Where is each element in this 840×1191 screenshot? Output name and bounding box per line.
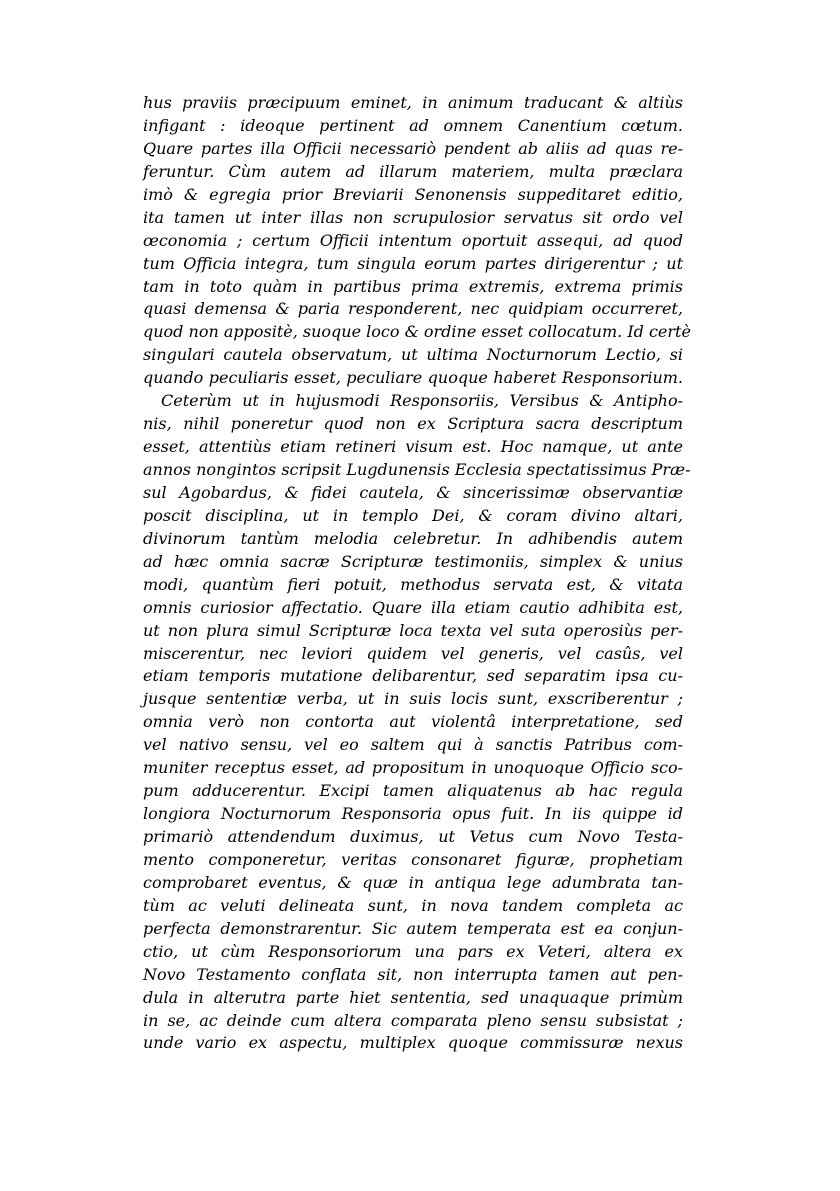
text-line: quod non appositè, suoque loco & ordine esset collocatum. Id certè <box>143 322 691 342</box>
text-line: Ceterùm ut in hujusmodi Responsoriis, Versibus & Antipho- <box>161 391 683 411</box>
text-line: miscerentur, nec leviori quidem vel generis, vel casûs, vel <box>143 643 683 663</box>
text-line: tum Officia integra, tum singula eorum partes dirigerentur ; ut <box>143 253 683 273</box>
text-line: quasi demensa & paria responderent, nec quidpiam occurreret, <box>143 299 683 319</box>
text-line: omnia verò non contorta aut violentâ interpretatione, sed <box>143 712 683 732</box>
text-line: sul Agobardus, & fidei cautela, & sincerissimæ observantiæ <box>143 482 683 502</box>
text-line: ut non plura simul Scripturæ loca texta vel suta operosiùs per- <box>143 620 683 640</box>
text-line: etiam temporis mutatione delibarentur, sed separatim ipsa cu- <box>143 666 683 686</box>
text-line: in se, ac deinde cum altera comparata pleno sensu subsistat ; <box>143 1010 683 1030</box>
text-line: annos nongintos scripsit Lugdunensis Ecclesia spectatissimus Præ- <box>143 460 691 479</box>
text-line: perfecta demonstrarentur. Sic autem temperata est ea conjun- <box>143 918 683 938</box>
text-line: ctio, ut cùm Responsoriorum una pars ex Veteri, altera ex <box>143 941 683 961</box>
text-line: omnis curiosior affectatio. Quare illa etiam cautio adhibita est, <box>143 597 683 617</box>
text-line: unde vario ex aspectu, multiplex quoque commissuræ nexus <box>143 1033 683 1053</box>
text-line: quando peculiaris esset, peculiare quoque haberet Responsorium. <box>143 368 683 388</box>
text-line: poscit disciplina, ut in templo Dei, & coram divino altari, <box>143 505 683 525</box>
text-line: vel nativo sensu, vel eo saltem qui à sanctis Patribus com- <box>143 735 683 755</box>
text-line: pum adducerentur. Excipi tamen aliquatenus ab hac regula <box>143 781 683 801</box>
text-line: muniter receptus esset, ad propositum in unoquoque Officio sco- <box>143 758 683 778</box>
text-line: jusque sententiæ verba, ut in suis locis sunt, exscriberentur ; <box>143 689 683 709</box>
text-line: œconomia ; certum Officii intentum oportuit assequi, ad quod <box>143 230 683 250</box>
text-line: mento componeretur, veritas consonaret figuræ, prophetiam <box>143 849 683 869</box>
text-line: nis, nihil poneretur quod non ex Scriptura sacra descriptum <box>143 414 683 434</box>
text-line: hus praviis præcipuum eminet, in animum traducant & altiùs <box>143 93 683 112</box>
text-line: tùm ac veluti delineata sunt, in nova tandem completa ac <box>143 895 683 915</box>
text-line: dula in alterutra parte hiet sententia, sed unaquaque primùm <box>143 987 683 1007</box>
text-line: longiora Nocturnorum Responsoria opus fuit. In iis quippe id <box>143 804 683 824</box>
text-line: singulari cautela observatum, ut ultima Nocturnorum Lectio, si <box>143 345 683 365</box>
text-line: Quare partes illa Officii necessariò pendent ab aliis ad quas re- <box>143 138 683 158</box>
text-line: feruntur. Cùm autem ad illarum materiem, multa præclara <box>143 161 683 181</box>
text-line: ita tamen ut inter illas non scrupulosior servatus sit ordo vel <box>143 207 683 227</box>
text-line: primariò attendendum duximus, ut Vetus cum Novo Testa- <box>143 827 683 846</box>
text-line: comprobaret eventus, & quæ in antiqua lege adumbrata tan- <box>143 872 683 892</box>
text-line: Novo Testamento conflata sit, non interrupta tamen aut pen- <box>143 964 683 984</box>
text-line: ad hæc omnia sacræ Scripturæ testimoniis, simplex & unius <box>143 551 683 571</box>
body-text <box>143 92 691 1055</box>
text-line: divinorum tantùm melodia celebretur. In adhibendis autem <box>143 528 683 548</box>
text-line: tam in toto quàm in partibus prima extremis, extrema primis <box>143 276 683 296</box>
text-line: esset, attentiùs etiam retineri visum est. Hoc namque, ut ante <box>143 437 683 457</box>
text-line: infigant : ideoque pertinent ad omnem Canentium cœtum. <box>143 115 683 135</box>
text-line: imò & egregia prior Breviarii Senonensis suppeditaret editio, <box>143 184 683 204</box>
text-line: modi, quantùm fieri potuit, methodus servata est, & vitata <box>143 574 683 594</box>
